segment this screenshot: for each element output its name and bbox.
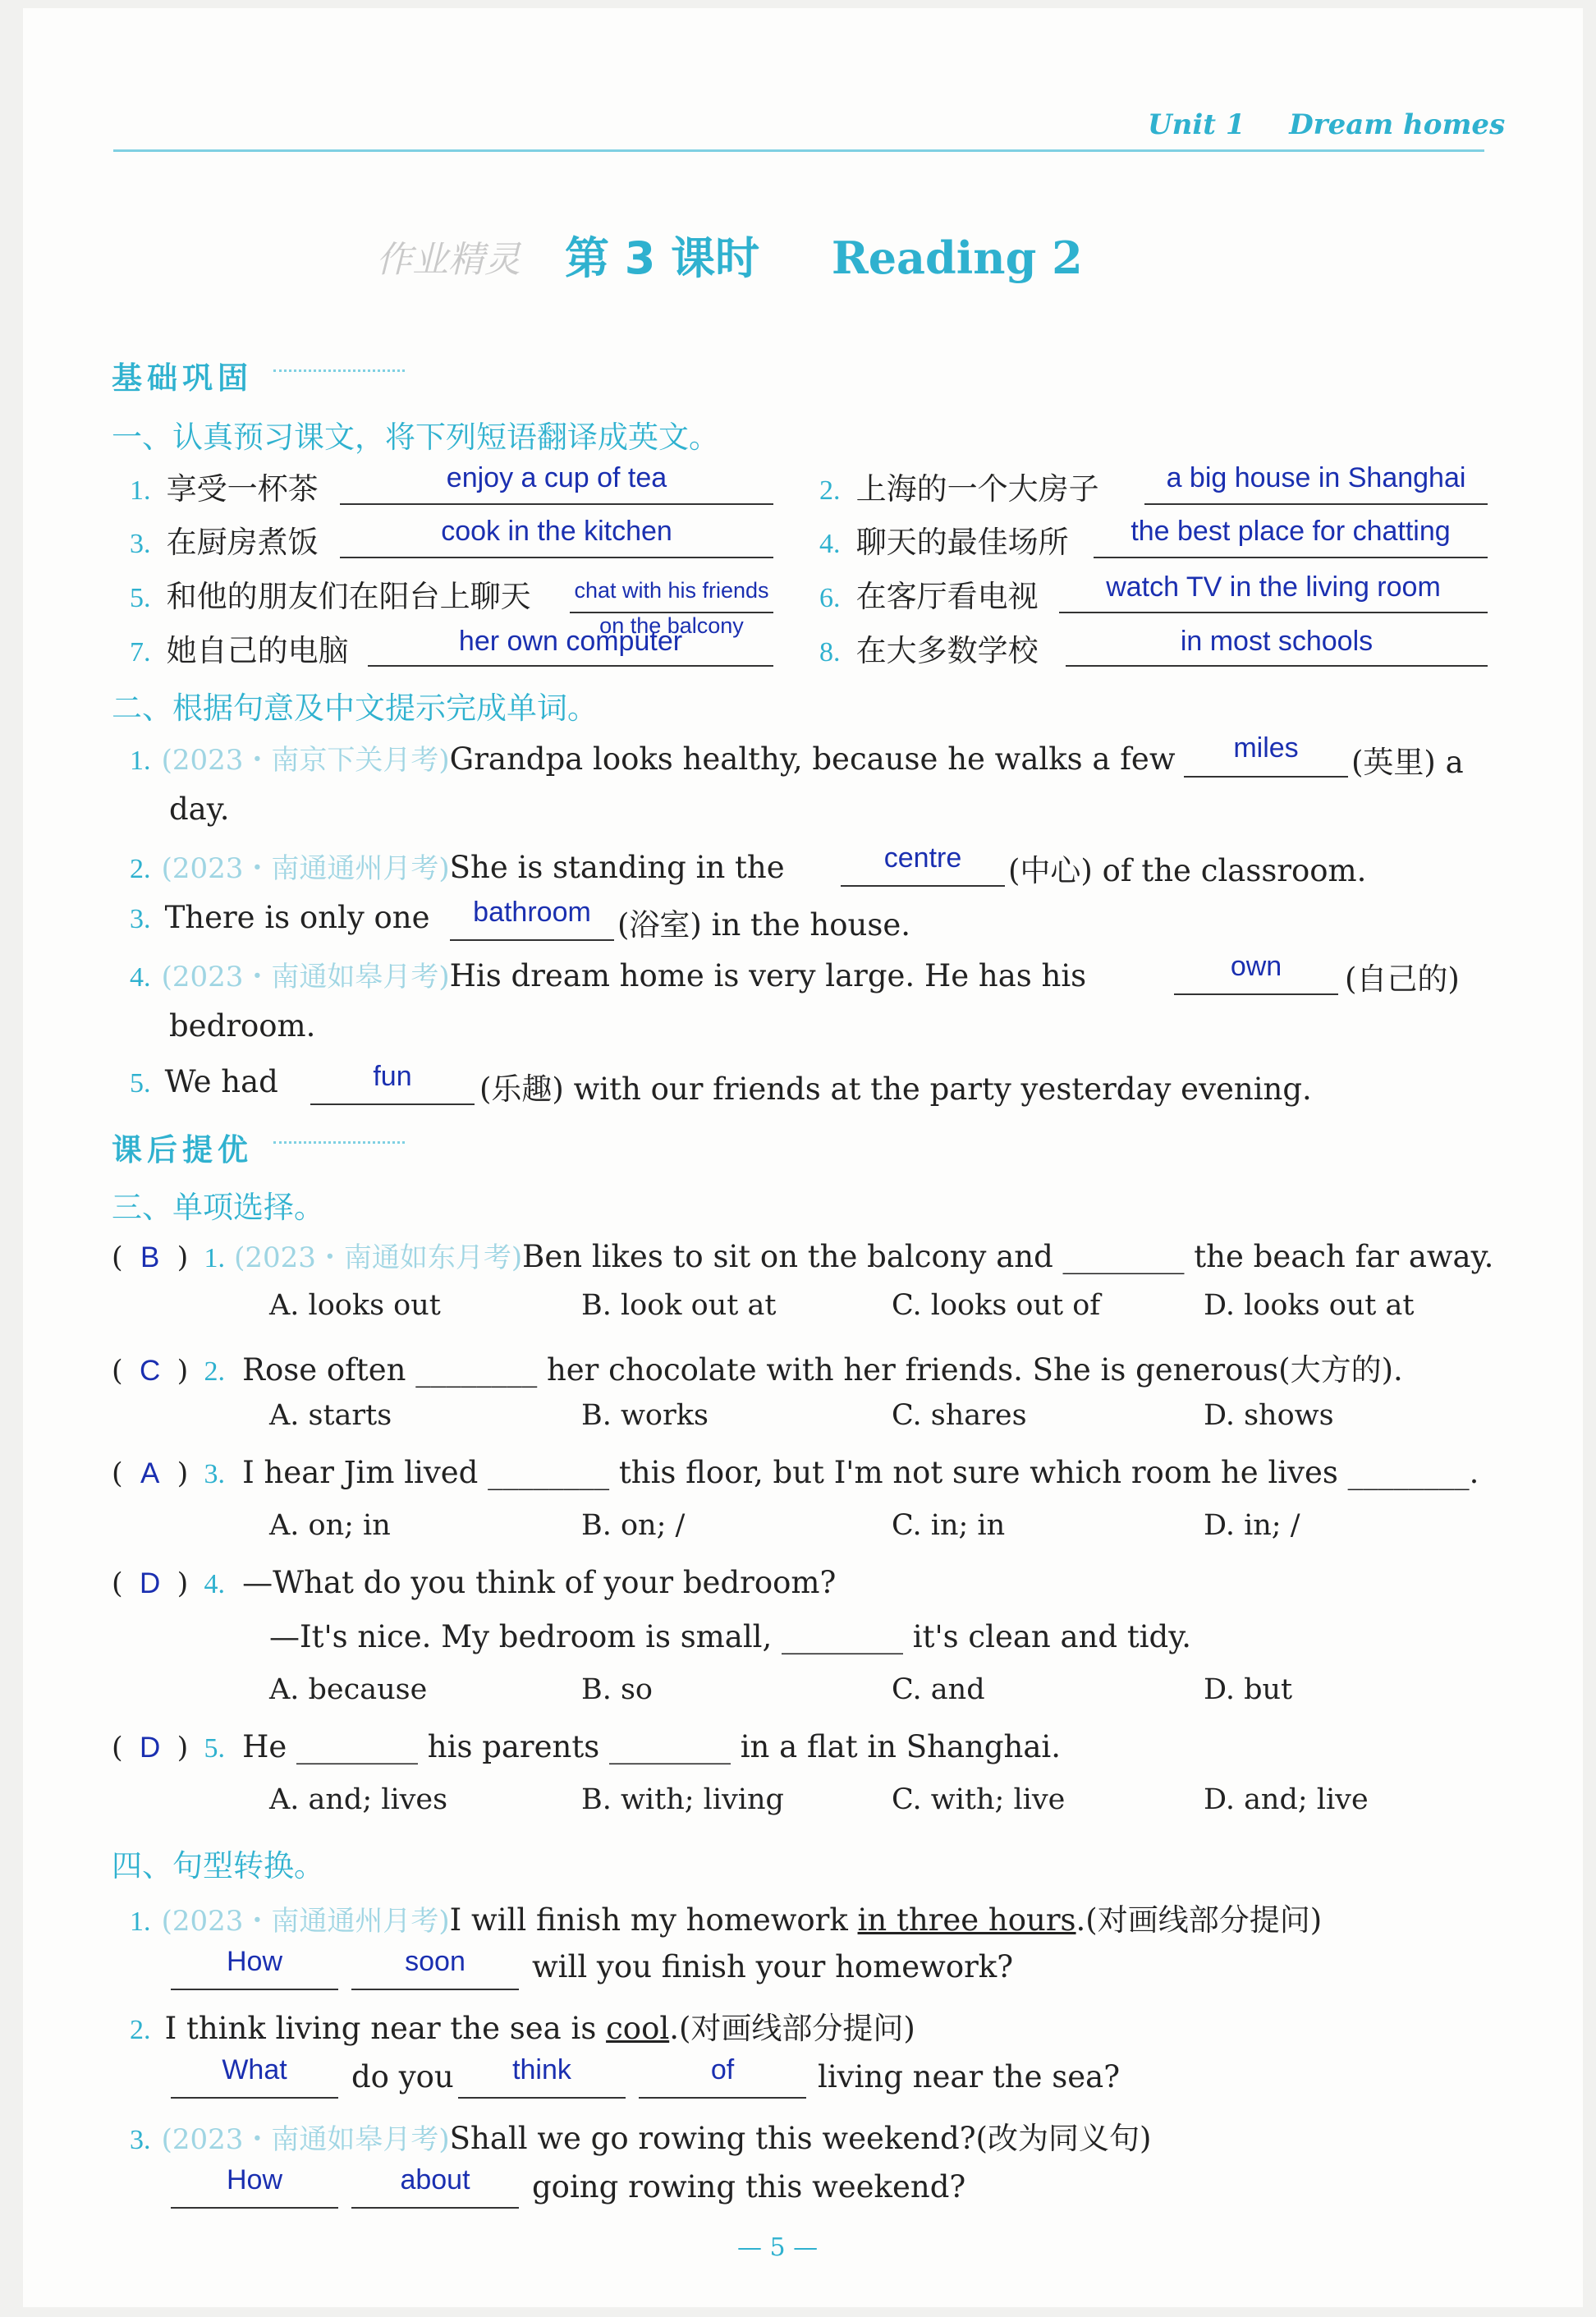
part2-item-3 (130, 900, 430, 935)
part2-item-1 (130, 737, 1176, 778)
option-c: C. and (892, 1673, 985, 1706)
option-b: B. so (581, 1673, 654, 1706)
option-d: D. shows (1204, 1399, 1334, 1432)
bracket-close: ) (177, 1355, 189, 1388)
answer-text: in most schools (1180, 626, 1374, 657)
item-question: Rose often ________ her chocolate with her friends. She is generous(大方的). (242, 1352, 1403, 1388)
answer-text-2: on the balcony (599, 613, 744, 638)
item-post: (浴室) in the house. (617, 907, 910, 943)
lesson-title-en: Reading 2 (831, 232, 1083, 284)
item-post: (英里) a (1351, 745, 1464, 780)
mc-item-2 (112, 1345, 1403, 1389)
item-post: (乐趣) with our friends at the party yesterday evening. (479, 1071, 1312, 1107)
item-pre: She is standing in the (449, 850, 785, 885)
unit-title: Dream homes (1289, 108, 1506, 141)
item-num: 1. (130, 1906, 151, 1937)
answer-text: her own computer (458, 626, 683, 657)
answer-text: bathroom (473, 897, 591, 928)
item-num: 2. (819, 475, 841, 506)
answer-text: fun (373, 1061, 412, 1092)
item-num: 6. (819, 583, 841, 613)
part2-item-5 (130, 1064, 278, 1099)
item-num: 2. (130, 2015, 151, 2045)
item-underlined: in three hours (857, 1902, 1076, 1938)
answer-line (639, 2097, 806, 2099)
answer-line (368, 665, 773, 667)
worksheet-page (23, 8, 1583, 2307)
option-c: C. with; live (892, 1783, 1066, 1816)
item-source: (2023・南通通州月考) (161, 852, 450, 885)
mc-item-1 (112, 1235, 1493, 1275)
answer-line (1184, 776, 1348, 778)
item-question: —What do you think of your bedroom? (242, 1565, 837, 1600)
item-pre: Grandpa looks healthy, because he walks a few (449, 741, 1176, 777)
option-a: A. starts (269, 1399, 392, 1432)
item-num: 8. (819, 637, 841, 668)
transform-item-3 (130, 2113, 1151, 2158)
item-question: I hear Jim lived ________ this floor, but I'm not sure which room he lives ________. (242, 1455, 1479, 1490)
answer-text: enjoy a cup of tea (446, 462, 667, 493)
mc-item-4 (112, 1565, 836, 1600)
item-num: 1. (130, 746, 151, 776)
option-d: D. in; / (1204, 1509, 1300, 1542)
item-cn: 她自己的电脑 (166, 633, 349, 668)
bracket-open: ( (112, 1457, 123, 1490)
item-num: 1. (130, 475, 151, 506)
bracket-close: ) (177, 1732, 189, 1764)
part1-item-1 (130, 464, 319, 508)
answer-text: centre (883, 842, 962, 874)
part2-item-2 (130, 846, 785, 886)
item-mid: do you (351, 2059, 454, 2094)
mc-answer: C (140, 1355, 161, 1387)
answer-line (1094, 557, 1488, 558)
item-pre: His dream home is very large. He has his (449, 958, 1087, 993)
answer-text: think (512, 2054, 571, 2085)
item-post: .(对画线部分提问) (669, 2011, 915, 2046)
bracket-open: ( (112, 1567, 123, 1600)
answer-text: How (226, 1946, 283, 1977)
item-tail: living near the sea? (818, 2059, 1121, 2094)
mc-item-5 (112, 1729, 1061, 1764)
part1-heading: 一、认真预习课文，将下列短语翻译成英文。 (112, 420, 719, 455)
item-source: (2023・南通如东月考) (234, 1241, 523, 1274)
item-num: 4. (204, 1569, 225, 1599)
unit-label: Unit 1 (1148, 108, 1245, 141)
answer-line (1066, 665, 1488, 667)
part1-item-6 (819, 571, 1039, 616)
option-b: B. works (581, 1399, 709, 1432)
item-cn: 享受一杯茶 (166, 471, 319, 507)
part1-item-7 (130, 626, 349, 670)
item-underlined: cool (606, 2011, 670, 2046)
item-pre: I think living near the sea is (164, 2011, 607, 2046)
answer-line (171, 2097, 338, 2099)
option-a: A. because (269, 1673, 428, 1706)
option-a: A. looks out (269, 1289, 441, 1322)
option-c: C. in; in (892, 1509, 1006, 1542)
item-cont: day. (169, 791, 230, 827)
header-rule (113, 149, 1484, 152)
page-number: — 5 — (737, 2233, 819, 2262)
option-c: C. shares (892, 1399, 1027, 1432)
answer-text: the best place for chatting (1130, 516, 1451, 547)
part4-heading: 四、句型转换。 (112, 1848, 324, 1883)
answer-text: What (222, 2054, 287, 2085)
answer-line (1144, 503, 1488, 505)
item-num: 5. (130, 583, 151, 613)
bracket-open: ( (112, 1355, 123, 1388)
item-num: 3. (130, 529, 151, 559)
item-num: 5. (204, 1733, 225, 1764)
answer-text: watch TV in the living room (1106, 571, 1441, 603)
lesson-title (565, 223, 1083, 287)
item-num: 3. (204, 1459, 225, 1489)
item-cont: bedroom. (169, 1008, 316, 1044)
answer-text: about (400, 2164, 470, 2195)
option-b: B. look out at (581, 1289, 777, 1322)
item-cn: 在大多数学校 (855, 633, 1039, 668)
item-num: 1. (204, 1243, 225, 1273)
item-question: He ________ his parents ________ in a flat in Shanghai. (242, 1729, 1061, 1764)
item-cn: 和他的朋友们在阳台上聊天 (166, 579, 531, 614)
answer-line (171, 1989, 338, 1990)
answer-line (340, 503, 773, 505)
option-d: D. but (1204, 1673, 1293, 1706)
bracket-close: ) (177, 1567, 189, 1600)
watermark: 作业精灵 (376, 239, 521, 281)
item-num: 3. (130, 904, 151, 934)
item-source: (2023・南通通州月考) (161, 1905, 450, 1938)
header-unit (1148, 108, 1505, 141)
answer-line (340, 557, 773, 558)
answer-line (458, 2097, 626, 2099)
answer-text: a big house in Shanghai (1166, 462, 1466, 493)
option-d: D. looks out at (1204, 1289, 1415, 1322)
section-dots (273, 1141, 405, 1144)
bracket-close: ) (177, 1457, 189, 1490)
option-b: B. with; living (581, 1783, 784, 1816)
item-pre: Shall we go rowing this weekend?(改为同义句) (449, 2121, 1152, 2156)
answer-line (351, 1989, 519, 1990)
section-label-basic: 基础巩固 (112, 360, 253, 396)
answer-text: of (710, 2054, 735, 2085)
item-cn: 在厨房煮饭 (166, 525, 319, 560)
item-num: 2. (204, 1356, 225, 1387)
part1-item-4 (819, 517, 1069, 562)
answer-line (841, 885, 1005, 887)
answer-text: How (226, 2164, 283, 2195)
item-num: 2. (130, 854, 151, 884)
mc-answer: B (140, 1241, 160, 1273)
part2-item-4 (130, 954, 1086, 994)
answer-line (450, 939, 614, 941)
item-pre: I will finish my homework (449, 1902, 858, 1938)
bracket-close: ) (177, 1241, 189, 1274)
answer-line (351, 2207, 519, 2209)
item-source: (2023・南通如皋月考) (161, 961, 450, 993)
item-question: Ben likes to sit on the balcony and ________ the beach far away. (522, 1239, 1494, 1274)
answer-text: chat with his friends (574, 578, 769, 603)
lesson-title-cn: 第 3 课时 (565, 232, 760, 284)
transform-item-1 (130, 1895, 1322, 1939)
item-post: .(对画线部分提问) (1075, 1902, 1323, 1938)
item-pre: We had (164, 1064, 278, 1099)
option-b: B. on; / (581, 1509, 686, 1542)
mc-answer: D (140, 1567, 161, 1599)
answer-line (171, 2207, 338, 2209)
item-pre: There is only one (164, 900, 430, 935)
answer-text: cook in the kitchen (441, 516, 672, 547)
bracket-open: ( (112, 1732, 123, 1764)
item-source: (2023・南通如皋月考) (161, 2123, 450, 2156)
answer-text: soon (405, 1946, 466, 1977)
part3-heading: 三、单项选择。 (112, 1190, 324, 1225)
item-num: 3. (130, 2125, 151, 2155)
answer-line (1174, 993, 1338, 995)
item-source: (2023・南京下关月考) (161, 744, 450, 777)
transform-item-2 (130, 2003, 915, 2048)
part2-heading: 二、根据句意及中文提示完成单词。 (112, 691, 598, 726)
part1-item-5 (130, 571, 531, 616)
option-d: D. and; live (1204, 1783, 1369, 1816)
item-tail: going rowing this weekend? (532, 2169, 966, 2205)
option-a: A. on; in (269, 1509, 391, 1542)
mc-item-3 (112, 1455, 1479, 1490)
mc-answer: D (140, 1732, 161, 1764)
option-a: A. and; lives (269, 1783, 448, 1816)
answer-line (310, 1103, 475, 1105)
answer-text: own (1230, 951, 1282, 982)
section-dots (273, 369, 405, 372)
item-num: 7. (130, 637, 151, 668)
item-num: 4. (819, 529, 841, 559)
item-num: 5. (130, 1068, 151, 1099)
answer-line (1059, 612, 1488, 613)
item-post: (自己的) (1345, 961, 1460, 997)
bracket-open: ( (112, 1241, 123, 1274)
mc-answer: A (140, 1457, 160, 1489)
item-cn: 聊天的最佳场所 (855, 525, 1069, 560)
part1-item-8 (819, 626, 1039, 670)
item-tail: will you finish your homework? (532, 1949, 1014, 1984)
item-cn: 上海的一个大房子 (855, 471, 1099, 507)
answer-text: miles (1233, 732, 1299, 764)
item-post: (中心) of the classroom. (1008, 853, 1367, 888)
section-label-after: 课后提优 (112, 1132, 253, 1168)
item-num: 4. (130, 962, 151, 993)
option-c: C. looks out of (892, 1289, 1101, 1322)
item-cn: 在客厅看电视 (855, 579, 1039, 614)
item-question-2: —It's nice. My bedroom is small, ________ it's clean and tidy. (269, 1619, 1191, 1654)
part1-item-2 (819, 464, 1099, 508)
part1-item-3 (130, 517, 319, 562)
